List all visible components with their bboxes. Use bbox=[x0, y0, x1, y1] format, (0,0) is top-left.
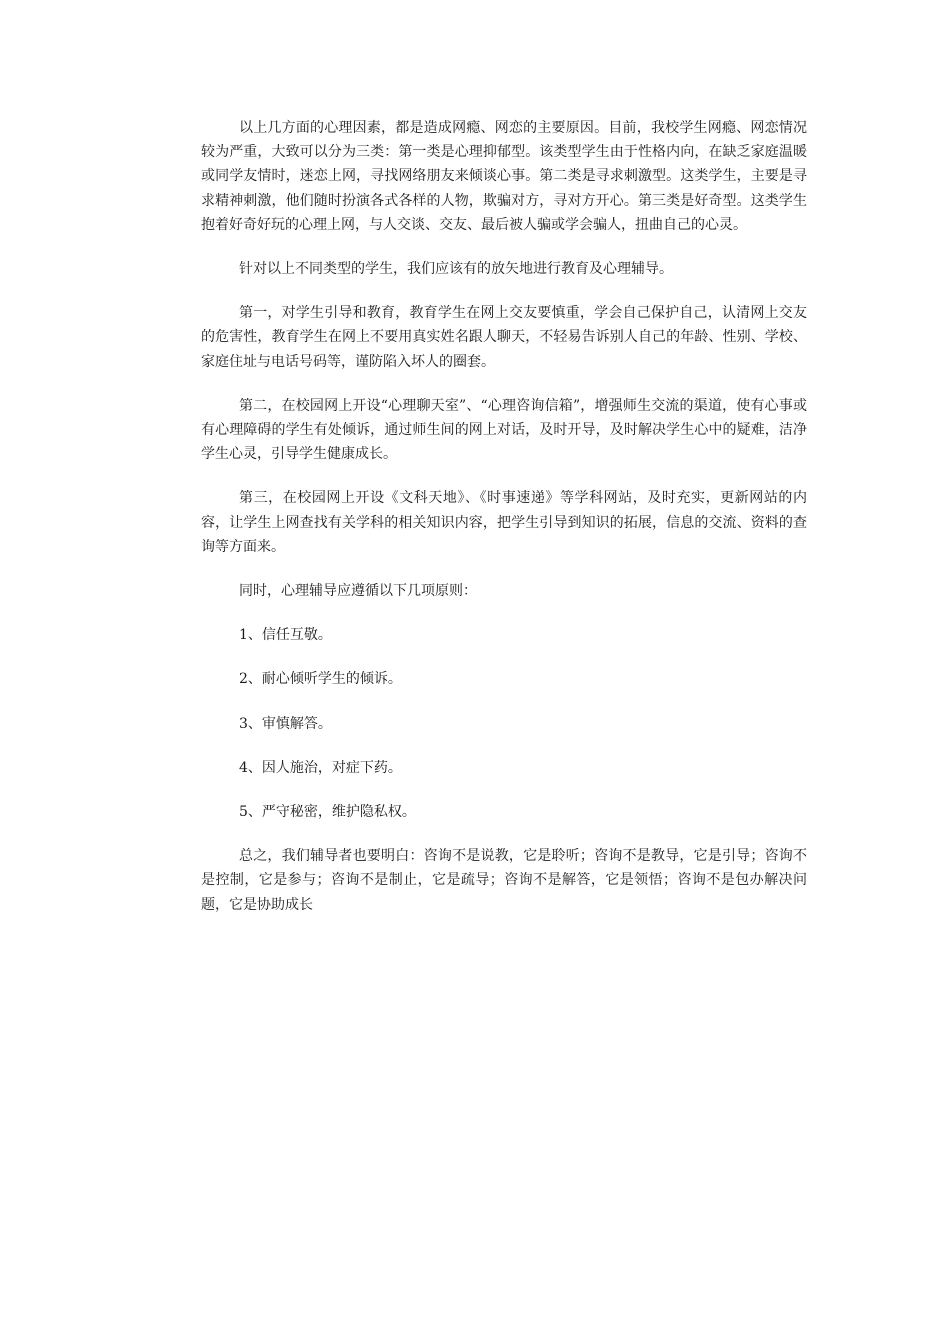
paragraph-causes-types: 以上几方面的心理因素，都是造成网瘾、网恋的主要原因。目前，我校学生网瘾、网恋情况较为严重，大致可以分为三类：第一类是心理抑郁型。该类型学生由于性格内向，在缺乏家庭温暖或同学友情时，迷恋上网，寻找网络朋友来倾谈心事。第二类是寻求刺激型。这类学生，主要是寻求精神刺激，他们随时扮演各式各样的人物，欺骗对方，寻对方开心。第三类是好奇型。这类学生抱着好奇好玩的心理上网，与人交谈、交友、最后被人骗或学会骗人，扭曲自己的心灵。 bbox=[201, 120, 807, 233]
principles-list bbox=[201, 623, 807, 824]
paragraph-conclusion: 总之，我们辅导者也要明白：咨询不是说教，它是聆听；咨询不是教导，它是引导；咨询不是控制，它是参与；咨询不是制止，它是疏导；咨询不是解答，它是领悟；咨询不是包办解决问题，它是协助成长 bbox=[201, 848, 807, 913]
document-body bbox=[201, 116, 807, 937]
list-item: 5、严守秘密，维护隐私权。 bbox=[239, 804, 416, 821]
list-item: 4、因人施治，对症下药。 bbox=[239, 759, 402, 776]
list-item: 1、信任互敬。 bbox=[239, 627, 332, 644]
paragraph-principles-intro: 同时，心理辅导应遵循以下几项原则： bbox=[239, 583, 477, 600]
list-item: 2、耐心倾听学生的倾诉。 bbox=[239, 671, 402, 688]
paragraph-first-measure: 第一，对学生引导和教育，教育学生在网上交友要慎重，学会自己保护自己，认清网上交友的危害性，教育学生在网上不要用真实姓名跟人聊天，不轻易告诉别人自己的年龄、性别、学校、家庭住址与电话号码等，谨防陷入坏人的圈套。 bbox=[201, 305, 807, 370]
paragraph-third-measure: 第三，在校园网上开设《文科天地》、《时事速递》等学科网站，及时充实，更新网站的内容，让学生上网查找有关学科的相关知识内容，把学生引导到知识的拓展，信息的交流、资料的查询等方面来。 bbox=[201, 490, 807, 555]
paragraph-targeted-guidance: 针对以上不同类型的学生，我们应该有的放矢地进行教育及心理辅导。 bbox=[239, 261, 673, 278]
list-item: 3、审慎解答。 bbox=[239, 715, 332, 732]
paragraph-second-measure: 第二，在校园网上开设“心理聊天室”、“心理咨询信箱”，增强师生交流的渠道，使有心事或有心理障碍的学生有处倾诉，通过师生间的网上对话，及时开导，及时解决学生心中的疑难，洁净学生心灵，引导学生健康成长。 bbox=[201, 397, 807, 463]
